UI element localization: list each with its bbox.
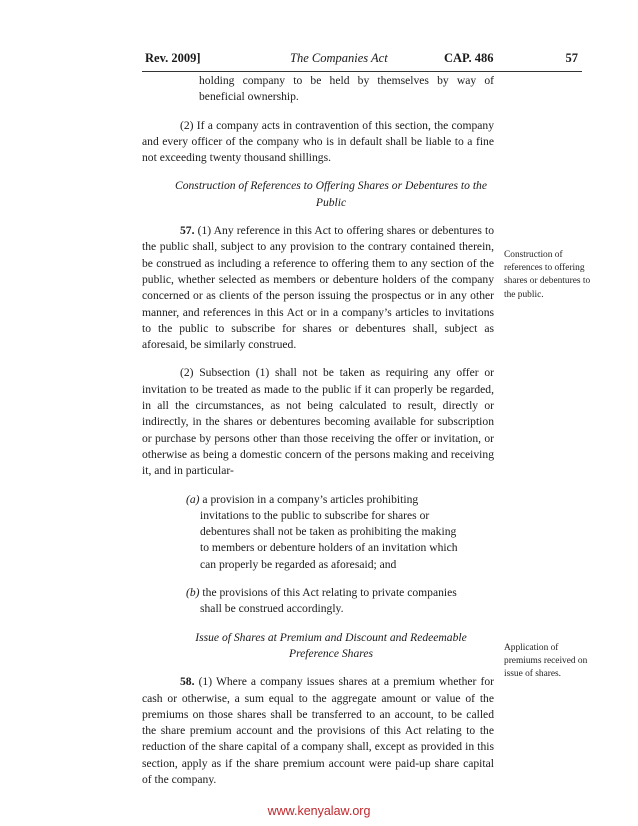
- continued-paragraph: holding company to be held by themselves by way of beneficial ownership.: [199, 74, 494, 104]
- marginal-note-57: Construction of references to offering shares or debentures to the public.: [504, 250, 591, 300]
- section-number-57: 57.: [180, 224, 195, 238]
- section-57-text: (1) Any reference in this Act to offering shares or debentures to the public shall, subject to any provision to the contrary contained therein, be construed as including a reference to offering them to any section of the public, whether selected as members or debenture holders of the company concerned or as clients of the person issuing the prospectus or in any other manner, and references in this Act or in a company’s articles to invitations to the public to subscribe for shares or debentures shall, subject as aforesaid, be similarly construed.: [142, 224, 494, 352]
- item-a-label: (a): [186, 492, 200, 506]
- act-title: The Companies Act: [290, 51, 388, 65]
- item-a-text: a provision in a company’s articles prohibiting invitations to the public to subscribe for shares or debentures shall not be taken as prohibiting the making to members or debenture holders of an invitation which can properly be regarded as aforesaid; and: [199, 492, 458, 571]
- list-item-a: [142, 492, 494, 573]
- marginal-note-58: Application of premiums received on issue of shares.: [504, 643, 588, 680]
- main-text: [142, 73, 494, 800]
- list-item-b: [142, 585, 494, 618]
- footer-url-link[interactable]: www.kenyalaw.org: [267, 804, 371, 818]
- chapter-number: CAP. 486: [444, 51, 494, 65]
- section-heading-premium-shares: Issue of Shares at Premium and Discount and Redeemable Preference Shares: [195, 630, 467, 660]
- section-57-subsection-2: (2) Subsection (1) shall not be taken as requiring any offer or invitation to be treated as made to the public if it can properly be regarded, in all the circumstances, as not being calculated to result, directly or indirectly, in the shares or debentures becoming available for subscription or purchase by persons other than those receiving the offer or invitation, or otherwise as being a domestic concern of the persons making and receiving it, and in particular-: [142, 366, 494, 478]
- section-58-subsection-1: [142, 674, 494, 788]
- item-b-label: (b): [186, 586, 200, 600]
- section-58-text: (1) Where a company issues shares at a premium whether for cash or otherwise, a sum equal to the aggregate amount or value of the premiums on those shares shall be transferred to an account, to be called the share premium account and the provisions of this Act relating to the reduction of the share capital of a company shall, except as provided in this section, apply as if the share premium account were paid-up share capital of the company.: [142, 675, 494, 786]
- section-heading-offering-shares: Construction of References to Offering Shares or Debentures to the Public: [174, 179, 488, 209]
- section-number-58: 58.: [180, 675, 195, 689]
- section-57-subsection-1: [142, 223, 494, 353]
- revision-label: Rev. 2009]: [145, 51, 201, 65]
- subsection-2-paragraph: (2) If a company acts in contravention of this section, the company and every officer of the company who is in default shall be liable to a fine not exceeding twenty thousand shillings.: [142, 118, 494, 165]
- running-header: [142, 45, 582, 72]
- page-number: 57: [565, 51, 578, 65]
- item-b-text: the provisions of this Act relating to private companies shall be construed accordingly.: [199, 586, 457, 616]
